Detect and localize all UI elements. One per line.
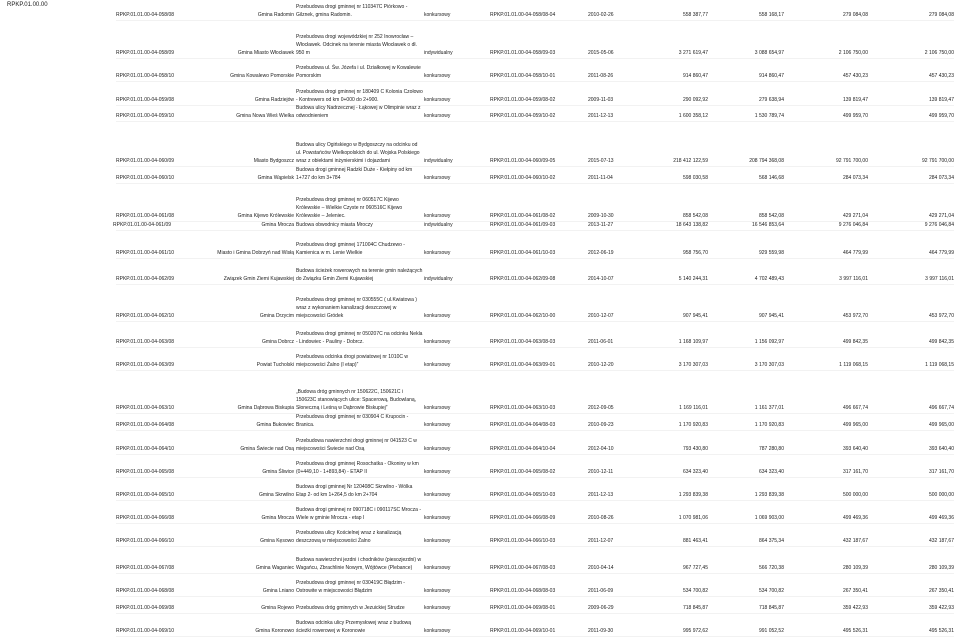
cell-cofinancing: 2 106 750,00 bbox=[838, 50, 868, 56]
cell-eu-funds: 499 842,35 bbox=[928, 339, 954, 345]
cell-cofinancing: 92 791 700,00 bbox=[836, 158, 868, 164]
cell-contract-id: RPKP.01.01.00-04-064/08-03 bbox=[490, 422, 556, 428]
cell-cofinancing: 317 161,70 bbox=[842, 469, 868, 475]
cell-type: konkursowy bbox=[424, 538, 451, 544]
cell-contract-id: RPKP.01.01.00-04-060/10-02 bbox=[490, 175, 556, 181]
cell-title: Budowa odcinka ulicy Przemysłowej wraz z budową ścieżki rowerowej w Koronowie bbox=[296, 620, 412, 634]
cell-project-id: RPKP.01.01.00-04-064/10 bbox=[116, 446, 175, 452]
cell-cofinancing: 500 000,00 bbox=[842, 492, 868, 498]
table-row bbox=[116, 82, 954, 106]
cell-contract-id: RPKP.01.01.00-04-069/08-01 bbox=[490, 605, 556, 611]
cell-beneficiary: Gmina Mrocza bbox=[261, 222, 294, 228]
cell-project-id: RPKP.01.01.00-04-061/10 bbox=[116, 250, 175, 256]
cell-project-id: RPKP.01.01.00-04-063/09 bbox=[116, 362, 175, 368]
cell-type: indywidualny bbox=[424, 158, 453, 164]
cell-cofinancing: 139 819,47 bbox=[842, 97, 868, 103]
cell-title: Budowa nawierzchni jezdni i chodników (piesozjezdni) w Wagańcu, Zbrachlinie Nowym, Wójtówce (Plebance) bbox=[296, 557, 422, 571]
cell-date: 2011-06-01 bbox=[588, 339, 614, 345]
cell-type: konkursowy bbox=[424, 405, 451, 411]
cell-type: konkursowy bbox=[424, 73, 451, 79]
cell-date: 2010-12-11 bbox=[588, 469, 614, 475]
cell-project-id: RPKP.01.01.00-04-060/10 bbox=[116, 175, 175, 181]
cell-eu-funds: 317 161,70 bbox=[928, 469, 954, 475]
cell-project-id: RPKP.01.01.00-04-062/10 bbox=[116, 313, 175, 319]
cell-contract-id: RPKP.01.01.00-04-063/08-03 bbox=[490, 339, 556, 345]
table-row bbox=[116, 478, 954, 501]
cell-cofinancing: 499 469,36 bbox=[842, 515, 868, 521]
cell-beneficiary: Gmina Drzycim bbox=[259, 313, 294, 319]
cell-eligible-costs: 787 280,80 bbox=[758, 446, 784, 452]
cell-beneficiary: Gmina Dąbrowa Biskupia bbox=[237, 405, 294, 411]
cell-eligible-costs: 534 700,82 bbox=[758, 588, 784, 594]
cell-contract-id: RPKP.01.01.00-04-061/10-03 bbox=[490, 250, 556, 256]
cell-type: konkursowy bbox=[424, 113, 451, 119]
cell-eu-funds: 499 959,70 bbox=[928, 113, 954, 119]
cell-date: 2011-12-07 bbox=[588, 538, 614, 544]
cell-project-id: RPKP.01.01.00-04-065/10 bbox=[116, 492, 175, 498]
cell-title: „Budowa dróg gminnych nr 150622C, 150621C i 150623C stanowiących ulice: Spacerową, Budowlaną, Słoneczną i Leśną w Dąbrowie Biskupiej” bbox=[296, 389, 417, 411]
cell-contract-id: RPKP.01.01.00-04-064/10-04 bbox=[490, 446, 556, 452]
cell-total-value: 634 323,40 bbox=[682, 469, 708, 475]
cell-date: 2010-12-20 bbox=[588, 362, 614, 368]
cell-date: 2011-06-09 bbox=[588, 588, 614, 594]
cell-cofinancing: 464 779,99 bbox=[842, 250, 868, 256]
cell-date: 2009-06-29 bbox=[588, 605, 614, 611]
cell-contract-id: RPKP.01.01.00-04-068/08-03 bbox=[490, 588, 556, 594]
cell-project-id: RPKP.01.01.00-04-063/08 bbox=[116, 339, 175, 345]
cell-contract-id: RPKP.01.01.00-04-066/10-03 bbox=[490, 538, 556, 544]
cell-title: Budowa obwodnicy miasta Mroczy bbox=[296, 222, 373, 228]
cell-eligible-costs: 929 559,98 bbox=[758, 250, 784, 256]
cell-type: konkursowy bbox=[424, 628, 451, 634]
cell-title: Przebudowa drogi gminnej nr 030555C ( ul.Kwiatowa ) wraz z wykonaniem kanalizacji deszczowej w miejscowości Gródek bbox=[296, 297, 417, 319]
cell-beneficiary: Gmina Nowa Wieś Wielka bbox=[236, 113, 294, 119]
cell-contract-id: RPKP.01.01.00-04-065/08-02 bbox=[490, 469, 556, 475]
cell-total-value: 914 860,47 bbox=[682, 73, 708, 79]
cell-total-value: 967 727,45 bbox=[682, 565, 708, 571]
cell-eligible-costs: 634 323,40 bbox=[758, 469, 784, 475]
cell-cofinancing: 359 422,93 bbox=[842, 605, 868, 611]
cell-total-value: 5 140 244,31 bbox=[678, 276, 708, 282]
table-row bbox=[113, 222, 954, 231]
table-row bbox=[116, 414, 954, 431]
cell-beneficiary: Gmina Śliwice bbox=[262, 469, 294, 475]
cell-eu-funds: 279 084,08 bbox=[928, 12, 954, 18]
table-row bbox=[116, 501, 954, 524]
cell-beneficiary: Gmina Waganiec bbox=[255, 565, 294, 571]
cell-contract-id: RPKP.01.01.00-04-061/09-03 bbox=[490, 222, 556, 228]
cell-cofinancing: 429 271,04 bbox=[842, 213, 868, 219]
cell-type: konkursowy bbox=[424, 362, 451, 368]
cell-eligible-costs: 279 638,94 bbox=[758, 97, 784, 103]
cell-title: Przebudowa ulicy Kościelnej wraz z kanalizacją deszczową w miejscowości Żalno bbox=[296, 530, 402, 544]
cell-total-value: 881 463,41 bbox=[682, 538, 708, 544]
cell-eu-funds: 432 187,67 bbox=[928, 538, 954, 544]
cell-eligible-costs: 1 293 839,38 bbox=[754, 492, 784, 498]
cell-beneficiary: Miasto Bydgoszcz bbox=[253, 158, 294, 164]
cell-cofinancing: 499 965,00 bbox=[842, 422, 868, 428]
cell-type: konkursowy bbox=[424, 339, 451, 345]
cell-eu-funds: 457 430,23 bbox=[928, 73, 954, 79]
cell-eligible-costs: 4 702 489,43 bbox=[754, 276, 784, 282]
cell-project-id: RPKP.01.01.00-04-065/08 bbox=[116, 469, 175, 475]
cell-project-id: RPKP.01.01.00-04-069/10 bbox=[116, 628, 175, 634]
cell-date: 2011-12-13 bbox=[588, 492, 614, 498]
cell-total-value: 18 643 138,82 bbox=[676, 222, 708, 228]
cell-total-value: 3 271 619,47 bbox=[678, 50, 708, 56]
cell-eligible-costs: 3 170 307,03 bbox=[754, 362, 784, 368]
table-row bbox=[116, 106, 954, 122]
cell-title: Budowa ulicy Ogińskiego w Bydgoszczy na odcinku od ul. Powstańców Wielkopolskich do ul. Wojska Polskiego wraz z obiektami inżynierskimi i dojazdami bbox=[296, 142, 420, 164]
cell-contract-id: RPKP.01.01.00-04-063/09-01 bbox=[490, 362, 556, 368]
table-row bbox=[116, 167, 954, 184]
cell-cofinancing: 432 187,67 bbox=[842, 538, 868, 544]
cell-contract-id: RPKP.01.01.00-04-059/08-02 bbox=[490, 97, 556, 103]
cell-eu-funds: 139 819,47 bbox=[928, 97, 954, 103]
cell-beneficiary: Gmina Skrwilno bbox=[258, 492, 294, 498]
cell-type: konkursowy bbox=[424, 515, 451, 521]
cell-cofinancing: 496 667,74 bbox=[842, 405, 868, 411]
cell-title: Przebudowa drogi gminnej nr 180409 C Kolonia Czołowo - Kontrewers od km 0+000 do 2+900. bbox=[296, 89, 423, 103]
cell-eu-funds: 284 073,34 bbox=[928, 175, 954, 181]
cell-cofinancing: 457 430,23 bbox=[842, 73, 868, 79]
cell-type: konkursowy bbox=[424, 469, 451, 475]
projects-table bbox=[113, 0, 954, 637]
table-row bbox=[116, 371, 954, 414]
cell-total-value: 1 070 981,06 bbox=[678, 515, 708, 521]
cell-beneficiary: Gmina Lniano bbox=[262, 588, 294, 594]
cell-eligible-costs: 208 794 368,08 bbox=[749, 158, 784, 164]
cell-total-value: 534 700,82 bbox=[682, 588, 708, 594]
cell-date: 2014-10-07 bbox=[588, 276, 614, 282]
cell-project-id: RPKP.01.01.00-04-068/08 bbox=[116, 588, 175, 594]
cell-title: Budowa drogi gminnej nr 090718C i 090117SC Mrocza - Wiele w gminie Mrocza - etap I bbox=[296, 507, 421, 521]
cell-eligible-costs: 907 945,41 bbox=[758, 313, 784, 319]
cell-eligible-costs: 558 168,17 bbox=[758, 12, 784, 18]
table-row bbox=[116, 547, 954, 574]
table-row bbox=[116, 524, 954, 547]
cell-contract-id: RPKP.01.01.00-04-060/09-05 bbox=[490, 158, 556, 164]
cell-eu-funds: 495 526,31 bbox=[928, 628, 954, 634]
cell-date: 2011-11-04 bbox=[588, 175, 613, 181]
cell-date: 2012-04-10 bbox=[588, 446, 614, 452]
cell-total-value: 290 092,92 bbox=[682, 97, 708, 103]
cell-beneficiary: Gmina Radomin bbox=[257, 12, 294, 18]
table-row bbox=[116, 21, 954, 59]
cell-eu-funds: 496 667,74 bbox=[928, 405, 954, 411]
cell-eligible-costs: 864 375,34 bbox=[758, 538, 784, 544]
corner-code: RPKP.01.00.00 bbox=[7, 2, 48, 8]
cell-beneficiary: Gmina Radziejów bbox=[254, 97, 294, 103]
cell-date: 2010-02-26 bbox=[588, 12, 614, 18]
cell-eu-funds: 1 119 068,15 bbox=[925, 362, 954, 368]
cell-cofinancing: 499 842,35 bbox=[842, 339, 868, 345]
cell-cofinancing: 499 959,70 bbox=[842, 113, 868, 119]
cell-eligible-costs: 718 845,87 bbox=[758, 605, 784, 611]
table-row bbox=[116, 285, 954, 322]
table-row bbox=[116, 184, 954, 222]
cell-total-value: 793 430,80 bbox=[682, 446, 708, 452]
cell-title: Przebudowa nawierzchni drogi gminnej nr 041523 C w miejscowości Świecie nad Osą bbox=[296, 438, 417, 452]
cell-beneficiary: Gmina Świecie nad Osą bbox=[240, 446, 294, 452]
cell-contract-id: RPKP.01.01.00-04-061/08-02 bbox=[490, 213, 556, 219]
cell-project-id: RPKP.01.01.00-04-064/08 bbox=[116, 422, 175, 428]
cell-beneficiary: Gmina Kowalewo Pomorskie bbox=[230, 73, 294, 79]
table-row bbox=[116, 322, 954, 348]
cell-type: indywidualny bbox=[424, 222, 453, 228]
cell-contract-id: RPKP.01.01.00-04-065/10-03 bbox=[490, 492, 556, 498]
cell-total-value: 718 845,87 bbox=[682, 605, 708, 611]
cell-total-value: 1 169 116,01 bbox=[679, 405, 708, 411]
cell-eligible-costs: 914 860,47 bbox=[758, 73, 784, 79]
cell-total-value: 1 168 109,97 bbox=[678, 339, 708, 345]
cell-type: konkursowy bbox=[424, 446, 451, 452]
cell-date: 2011-12-13 bbox=[588, 113, 614, 119]
cell-eu-funds: 3 997 116,01 bbox=[925, 276, 954, 282]
cell-date: 2015-05-06 bbox=[588, 50, 614, 56]
cell-date: 2010-12-07 bbox=[588, 313, 614, 319]
cell-eligible-costs: 1 530 789,74 bbox=[754, 113, 784, 119]
cell-beneficiary: Gmina Koronowo bbox=[255, 628, 294, 634]
cell-contract-id: RPKP.01.01.00-04-058/10-01 bbox=[490, 73, 556, 79]
cell-contract-id: RPKP.01.01.00-04-063/10-03 bbox=[490, 405, 556, 411]
cell-date: 2009-10-30 bbox=[588, 213, 614, 219]
cell-cofinancing: 453 972,70 bbox=[842, 313, 868, 319]
cell-date: 2011-09-30 bbox=[588, 628, 614, 634]
cell-title: Przebudowa drogi wojewódzkiej nr 252 Inowrocław – Włocławek. Odcinek na terenie miasta Włocławek o dł. 950 m bbox=[296, 34, 417, 56]
cell-date: 2015-07-13 bbox=[588, 158, 614, 164]
cell-eligible-costs: 991 052,52 bbox=[758, 628, 784, 634]
cell-eligible-costs: 568 146,68 bbox=[758, 175, 784, 181]
cell-date: 2009-11-03 bbox=[588, 97, 614, 103]
cell-eligible-costs: 16 546 853,64 bbox=[752, 222, 784, 228]
cell-project-id: RPKP.01.01.00-04-066/08 bbox=[116, 515, 175, 521]
cell-type: konkursowy bbox=[424, 565, 451, 571]
cell-eu-funds: 429 271,04 bbox=[928, 213, 954, 219]
cell-beneficiary: Gmina Kęsowo bbox=[260, 538, 294, 544]
cell-project-id: RPKP.01.01.00-04-060/09 bbox=[116, 158, 175, 164]
cell-cofinancing: 279 084,08 bbox=[842, 12, 868, 18]
cell-contract-id: RPKP.01.01.00-04-059/10-02 bbox=[490, 113, 556, 119]
cell-beneficiary: Gmina Rojewo bbox=[261, 605, 294, 611]
cell-beneficiary: Gmina Dobrcz bbox=[262, 339, 294, 345]
cell-eligible-costs: 3 088 654,97 bbox=[754, 50, 784, 56]
cell-date: 2011-08-26 bbox=[588, 73, 614, 79]
cell-contract-id: RPKP.01.01.00-04-067/08-03 bbox=[490, 565, 556, 571]
table-row bbox=[116, 431, 954, 455]
cell-date: 2010-08-26 bbox=[588, 515, 614, 521]
cell-project-id: RPKP.01.01.00-04-059/10 bbox=[116, 113, 175, 119]
cell-date: 2010-09-23 bbox=[588, 422, 614, 428]
table-row bbox=[116, 597, 954, 614]
table-row bbox=[116, 348, 954, 371]
table-row bbox=[116, 455, 954, 478]
cell-cofinancing: 267 350,41 bbox=[842, 588, 868, 594]
cell-contract-id: RPKP.01.01.00-04-058/09-03 bbox=[490, 50, 556, 56]
cell-beneficiary: Gmina Wąpielsk bbox=[257, 175, 294, 181]
cell-contract-id: RPKP.01.01.00-04-058/08-04 bbox=[490, 12, 556, 18]
cell-eu-funds: 499 965,00 bbox=[928, 422, 954, 428]
table-row bbox=[116, 614, 954, 637]
cell-beneficiary: Miasto i Gmina Dobrzyń nad Wisłą bbox=[217, 250, 294, 256]
cell-total-value: 3 170 307,03 bbox=[678, 362, 708, 368]
cell-cofinancing: 280 109,39 bbox=[842, 565, 868, 571]
cell-beneficiary: Gmina Bukowiec bbox=[256, 422, 294, 428]
cell-total-value: 907 945,41 bbox=[682, 313, 708, 319]
cell-title: Budowa drogi gminnej Radzki Duże - Kiełpiny od km 1+727 do km 3+784 bbox=[296, 167, 413, 181]
cell-eu-funds: 393 640,40 bbox=[928, 446, 954, 452]
cell-project-id: RPKP.01.01.00-04-058/09 bbox=[116, 50, 175, 56]
cell-type: indywidualny bbox=[424, 276, 453, 282]
cell-title: Przebudowa odcinka drogi powiatowej nr 1010C w miejscowości Żalno (I etap)” bbox=[296, 354, 409, 368]
cell-project-id: RPKP.01.01.00-04-058/08 bbox=[116, 12, 175, 18]
cell-total-value: 598 030,58 bbox=[682, 175, 708, 181]
cell-title: Przebudowa drogi gminnej nr 110347C Piórkowo - Gilznek, gmina Radomin. bbox=[296, 4, 408, 18]
cell-project-id: RPKP.01.01.00-04-063/10 bbox=[116, 405, 175, 411]
cell-type: konkursowy bbox=[424, 605, 451, 611]
cell-project-id: RPKP.01.01.00-04-059/08 bbox=[116, 97, 175, 103]
cell-eu-funds: 267 350,41 bbox=[928, 588, 954, 594]
cell-type: konkursowy bbox=[424, 213, 451, 219]
cell-date: 2012-06-19 bbox=[588, 250, 614, 256]
cell-eu-funds: 2 106 750,00 bbox=[924, 50, 954, 56]
cell-contract-id: RPKP.01.01.00-04-066/08-09 bbox=[490, 515, 556, 521]
cell-total-value: 995 972,62 bbox=[682, 628, 708, 634]
cell-total-value: 858 542,08 bbox=[682, 213, 708, 219]
cell-title: Budowa ścieżek rowerowych na terenie gmin należących do Związku Gmin Ziemi Kujawskiej bbox=[296, 268, 423, 282]
cell-title: Przebudowa drogi gminnej nr 030419C Błądzim - Ostrowite w miejscowości Błądzim bbox=[296, 580, 405, 594]
cell-eligible-costs: 1 156 092,97 bbox=[754, 339, 784, 345]
cell-cofinancing: 1 119 068,15 bbox=[839, 362, 868, 368]
cell-eu-funds: 464 779,99 bbox=[928, 250, 954, 256]
cell-eu-funds: 500 000,00 bbox=[928, 492, 954, 498]
table-row bbox=[116, 231, 954, 259]
cell-total-value: 1 170 920,83 bbox=[678, 422, 708, 428]
cell-type: konkursowy bbox=[424, 12, 451, 18]
cell-total-value: 1 600 358,12 bbox=[678, 113, 708, 119]
cell-total-value: 1 293 839,38 bbox=[678, 492, 708, 498]
cell-title: Przebudowa drogi gminnej Rosochatka - Okoniny w km (0+449,10 - 1+893,84) - ETAP II bbox=[296, 461, 419, 475]
cell-type: konkursowy bbox=[424, 250, 451, 256]
cell-type: konkursowy bbox=[424, 422, 451, 428]
table-row bbox=[116, 574, 954, 597]
table-row bbox=[116, 0, 954, 21]
cell-type: konkursowy bbox=[424, 588, 451, 594]
table-row bbox=[116, 259, 954, 285]
cell-total-value: 958 756,70 bbox=[682, 250, 708, 256]
table-row bbox=[116, 59, 954, 82]
cell-total-value: 218 412 122,59 bbox=[673, 158, 708, 164]
cell-cofinancing: 284 073,34 bbox=[842, 175, 868, 181]
cell-date: 2013-11-27 bbox=[588, 222, 614, 228]
cell-project-id: RPKP.01.01.00-04-061/09 bbox=[113, 222, 172, 228]
cell-type: indywidualny bbox=[424, 50, 453, 56]
cell-cofinancing: 3 997 116,01 bbox=[839, 276, 868, 282]
cell-eligible-costs: 1 170 920,83 bbox=[754, 422, 784, 428]
cell-eu-funds: 280 109,39 bbox=[928, 565, 954, 571]
cell-title: Przebudowa drogi gminnej nr 030904 C Krupocin - Branica. bbox=[296, 414, 409, 428]
cell-title: Budowa ulicy Nadrzecznej - Łąkowej w Olimpinie wraz z odwodnieniem bbox=[296, 105, 421, 119]
cell-title: Przebudowa dróg gminnych w Jezuickiej Strudze bbox=[296, 605, 405, 611]
cell-eu-funds: 359 422,93 bbox=[928, 605, 954, 611]
cell-type: konkursowy bbox=[424, 492, 451, 498]
cell-type: konkursowy bbox=[424, 97, 451, 103]
cell-title: Przebudowa drogi gminnej nr 050207C na odcinku Nekla - Lindowiec - Pauliny - Dobrcz. bbox=[296, 331, 423, 345]
cell-eu-funds: 9 276 046,84 bbox=[924, 222, 954, 228]
table-row bbox=[116, 122, 954, 167]
cell-date: 2010-04-14 bbox=[588, 565, 614, 571]
cell-beneficiary: Gmina Mrocza bbox=[261, 515, 294, 521]
cell-cofinancing: 393 640,40 bbox=[842, 446, 868, 452]
cell-project-id: RPKP.01.01.00-04-069/08 bbox=[116, 605, 175, 611]
cell-title: Przebudowa ul. Św. Józefa i ul. Działkowej w Kowalewie Pomorskim bbox=[296, 65, 421, 79]
cell-date: 2012-09-05 bbox=[588, 405, 614, 411]
cell-project-id: RPKP.01.01.00-04-058/10 bbox=[116, 73, 175, 79]
cell-project-id: RPKP.01.01.00-04-062/09 bbox=[116, 276, 175, 282]
cell-contract-id: RPKP.01.01.00-04-062/09-08 bbox=[490, 276, 556, 282]
cell-beneficiary: Związek Gmin Ziemi Kujawskiej bbox=[223, 276, 294, 282]
cell-eu-funds: 92 791 700,00 bbox=[922, 158, 954, 164]
cell-title: Przebudowa drogi gminnej 171004C Chudzewo - Kamienica w m. Lenie Wielkie bbox=[296, 242, 405, 256]
cell-project-id: RPKP.01.01.00-04-061/08 bbox=[116, 213, 175, 219]
cell-eu-funds: 499 469,36 bbox=[928, 515, 954, 521]
cell-contract-id: RPKP.01.01.00-04-062/10-00 bbox=[490, 313, 556, 319]
cell-eu-funds: 453 972,70 bbox=[928, 313, 954, 319]
cell-type: konkursowy bbox=[424, 175, 451, 181]
cell-eligible-costs: 1 069 903,00 bbox=[754, 515, 784, 521]
cell-total-value: 558 387,77 bbox=[682, 12, 708, 18]
cell-eligible-costs: 566 720,38 bbox=[758, 565, 784, 571]
cell-contract-id: RPKP.01.01.00-04-069/10-01 bbox=[490, 628, 556, 634]
cell-project-id: RPKP.01.01.00-04-067/08 bbox=[116, 565, 175, 571]
cell-title: Budowa drogi gminnej Nr 120408C Skrwilno - Wólka Etap 2- od km 1+264,5 do km 2+704 bbox=[296, 484, 413, 498]
cell-type: konkursowy bbox=[424, 313, 451, 319]
cell-beneficiary: Gmina Kijewo Królewskie bbox=[237, 213, 294, 219]
cell-eligible-costs: 858 542,08 bbox=[758, 213, 784, 219]
cell-beneficiary: Gmina Miasto Włocławek bbox=[237, 50, 294, 56]
cell-cofinancing: 9 276 046,84 bbox=[838, 222, 868, 228]
cell-eligible-costs: 1 161 377,01 bbox=[754, 405, 784, 411]
cell-title: Przebudowa drogi gminnej nr 060517C Kijewo Królewskie – Wielkie Czyste nr 060516C Kijewo Królewskie – Jeleniec. bbox=[296, 197, 403, 219]
cell-beneficiary: Powiat Tucholski bbox=[256, 362, 294, 368]
cell-project-id: RPKP.01.01.00-04-066/10 bbox=[116, 538, 175, 544]
cell-cofinancing: 495 526,31 bbox=[842, 628, 868, 634]
